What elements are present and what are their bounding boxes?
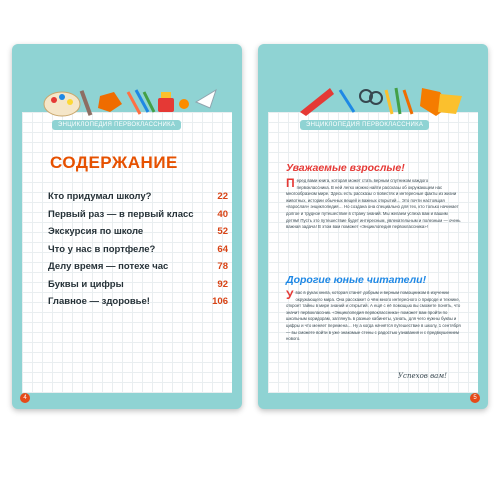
- toc-item-title: Экскурсия по школе: [48, 226, 144, 238]
- right-series-label: ЭНЦИКЛОПЕДИЯ ПЕРВОКЛАССНИКА: [300, 120, 429, 130]
- kids-paragraph: [286, 290, 462, 343]
- adults-paragraph: [286, 178, 462, 231]
- toc-item-title: Делу время — потехе час: [48, 261, 169, 273]
- left-series-label: ЭНЦИКЛОПЕДИЯ ПЕРВОКЛАССНИКА: [52, 120, 181, 130]
- toc-item-page: 78: [217, 261, 228, 273]
- toc-item-page: 40: [217, 208, 228, 220]
- heading-dear-adults: Уважаемые взрослые!: [286, 162, 405, 174]
- toc-item-page: 64: [217, 243, 228, 255]
- toc-item-page: 52: [217, 226, 228, 238]
- heading-dear-readers: Дорогие юные читатели!: [286, 274, 427, 286]
- toc-row[interactable]: [48, 223, 228, 241]
- toc-item-title: Первый раз — в первый класс: [48, 208, 194, 220]
- kids-paragraph-text: вас в руках книга, которая станет добрым и верным помощником в изучении окружающего мира. Она расскажет о чём много интересного о природе и технике, откроет тайны в мире знаний и открытий. А ещё с её помощью вы сможете понять, что значит первоклассник. «Энциклопедия первоклассника» поможет вам пройти по школьным коридорам, заглянуть в разные кабинеты, узнать, для чего нужны буквы и цифры и что меняет перемена… Ну а когда начнётся путешествие в школу, 1 сентября — вы сможете войти в уже знакомые стены с радостью узнавания и с предвкушением нового.: [286, 290, 461, 342]
- right-page-grid-sheet: [268, 112, 478, 393]
- toc-item-page: 106: [212, 296, 228, 308]
- toc-row[interactable]: [48, 241, 228, 259]
- right-page-number: 5: [470, 393, 480, 403]
- table-of-contents-title: СОДЕРЖАНИЕ: [50, 153, 178, 172]
- drop-cap: У: [286, 288, 294, 302]
- toc-row[interactable]: [48, 293, 228, 311]
- toc-row[interactable]: [48, 206, 228, 224]
- toc-item-page: 22: [217, 191, 228, 203]
- toc-row[interactable]: [48, 276, 228, 294]
- drop-cap: П: [286, 176, 295, 190]
- toc-item-title: Главное — здоровье!: [48, 296, 150, 308]
- toc-item-title: Что у нас в портфеле?: [48, 243, 156, 255]
- school-supplies-illustration-left: [40, 82, 220, 120]
- signature: Успехов вам!: [398, 372, 447, 380]
- toc-row[interactable]: [48, 258, 228, 276]
- left-page-number: 4: [20, 393, 30, 403]
- toc-item-title: Буквы и цифры: [48, 278, 124, 290]
- toc-row[interactable]: [48, 188, 228, 206]
- toc-item-page: 92: [217, 278, 228, 290]
- adults-paragraph-text: еред вами книга, которая может стать верным спутником каждого первоклассника. В ней легко можно найти рассказы об окружающем нас многообразном мире. Здесь есть рассказы о повестях и интересные факты из жизни животных, истории обычных вещей и важных открытий… Это почти настоящая «взрослая» энциклопедия… Но создана она специально для тех, кто только начинает долгое и трудное путешествие в страну знаний. Мы желаем успеха вам и вашим детям! Пусть это путешествие будет интересным, увлекательным и полезным — очень важная задача! В этом вам поможет «Энциклопедия первоклассника»!: [286, 178, 461, 230]
- school-supplies-illustration-right: [290, 82, 470, 120]
- toc-item-title: Кто придумал школу?: [48, 191, 152, 203]
- table-of-contents: [48, 188, 228, 311]
